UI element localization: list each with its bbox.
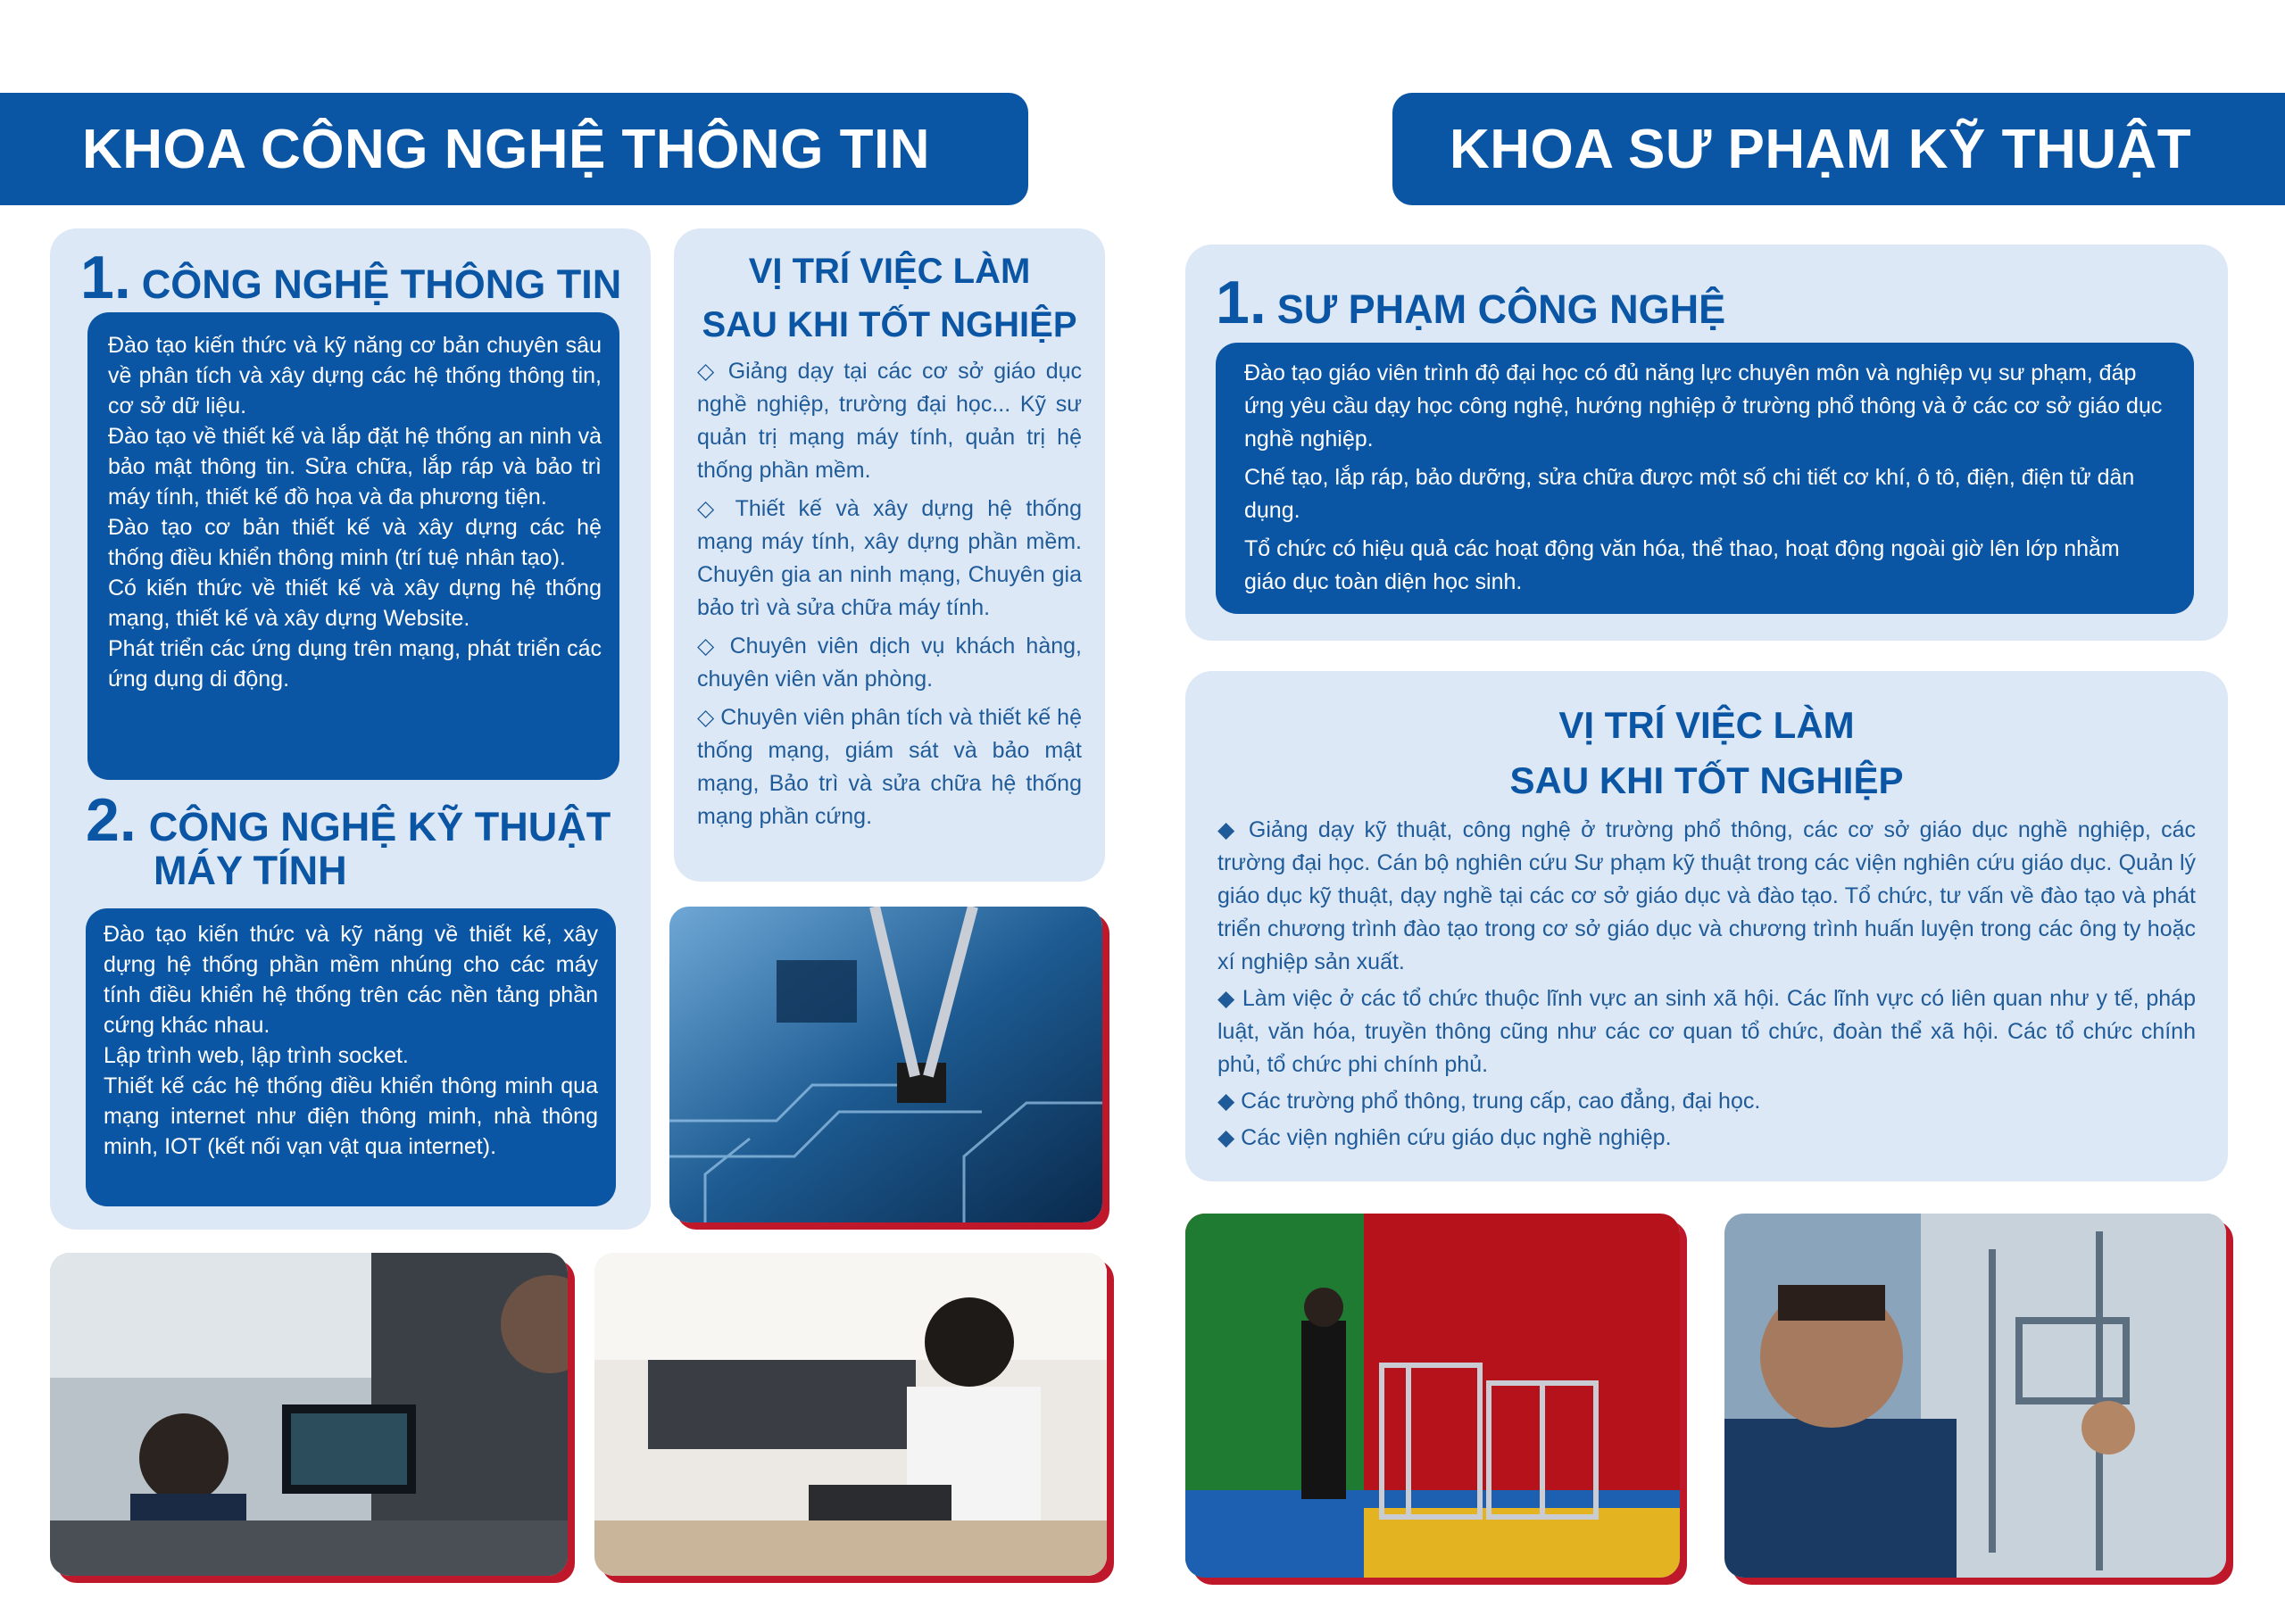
list-item: ◇ Chuyên viên dịch vụ khách hàng, chuyên viên văn phòng.	[697, 634, 1082, 692]
right-faculty-banner	[1392, 93, 2285, 205]
section-number: 1.	[1216, 269, 1267, 336]
list-item: ◇ Thiết kế và xây dựng hệ thống mạng máy tính, xây dựng phần mềm. Chuyên gia an ninh mạng, Chuyên gia bảo trì và sửa chữa máy tính.	[697, 496, 1082, 620]
left-section2-description	[86, 908, 616, 1206]
left-section1-heading	[80, 243, 652, 312]
circuit-board-photo	[669, 907, 1102, 1222]
description-paragraph: Phát triển các ứng dụng trên mạng, phát triển các ứng dụng di động.	[108, 636, 602, 692]
list-item: ◆ Các trường phổ thông, trung cấp, cao đẳng, đại học.	[1217, 1089, 1761, 1114]
description-paragraph: Thiết kế các hệ thống điều khiển thông minh qua mạng internet như điện thông minh, nhà thông minh, IOT (kết nối vạn vật qua internet).	[104, 1073, 598, 1159]
right-jobs-panel	[1185, 671, 2228, 1181]
section-title: CÔNG NGHỆ THÔNG TIN	[141, 261, 622, 307]
section-number: 1.	[80, 244, 131, 311]
section-title-line2: MÁY TÍNH	[154, 848, 347, 893]
description-paragraph: Có kiến thức về thiết kế và xây dựng hệ thống mạng, thiết kế và xây dựng Website.	[108, 576, 602, 631]
technician-machinery-photo	[1724, 1214, 2226, 1578]
left-faculty-title: KHOA CÔNG NGHỆ THÔNG TIN	[82, 118, 931, 180]
description-paragraph: Chế tạo, lắp ráp, bảo dưỡng, sửa chữa được một số chi tiết cơ khí, ô tô, điện, điện tử dân dụng.	[1244, 465, 2135, 523]
left-jobs-panel	[674, 228, 1105, 882]
section-number: 2.	[86, 786, 137, 854]
list-item: ◆ Giảng dạy kỹ thuật, công nghệ ở trường phổ thông, các cơ sở giáo dục nghề nghiệp, các trường đại học. Cán bộ nghiên cứu Sư phạm kỹ thuật trong các viện nghiên cứu giáo dục. Quản lý giáo dục kỹ thuật, dạy nghề tại các cơ sở giáo dục và đào tạo. Tổ chức, tư vấn về đào tạo và phát triển chương trình đào tạo trong cơ sở giáo dục và chương trình huấn luyện trong các ông ty hoặc xí nghiệp sản xuất.	[1217, 817, 2196, 974]
section-title-line1: CÔNG NGHỆ KỸ THUẬT	[148, 804, 611, 849]
right-section1-description	[1216, 343, 2194, 614]
description-paragraph: Đào tạo kiến thức và kỹ năng cơ bản chuyên sâu về phân tích và xây dựng các hệ thống thông tin, cơ sở dữ liệu.	[108, 333, 602, 418]
left-faculty-banner	[0, 93, 1028, 205]
description-paragraph: Đào tạo về thiết kế và lắp đặt hệ thống an ninh và bảo mật thông tin. Sửa chữa, lắp ráp và bảo trì máy tính, thiết kế đồ họa và đa phương tiện.	[108, 424, 602, 510]
description-paragraph: Đào tạo kiến thức và kỹ năng về thiết kế, xây dựng hệ thống phần mềm nhúng cho các máy tính điều khiển hệ thống trên các nền tảng phần cứng khác nhau.	[104, 922, 598, 1038]
jobs-title-line1: VỊ TRÍ VIỆC LÀM	[748, 252, 1031, 291]
description-paragraph: Đào tạo cơ bản thiết kế và xây dựng các hệ thống điều khiển thông minh (trí tuệ nhân tạo).	[108, 515, 602, 570]
robotics-competition-photo	[1185, 1214, 1680, 1578]
right-section1-heading	[1216, 268, 2198, 337]
left-section1-description	[87, 312, 619, 780]
jobs-list	[697, 355, 1082, 833]
jobs-title-line2: SAU KHI TỐT NGHIỆP	[702, 305, 1077, 344]
jobs-list	[1217, 814, 2196, 1155]
list-item: ◆ Các viện nghiên cứu giáo dục nghề nghiệp.	[1217, 1125, 1672, 1150]
jobs-title-line1: VỊ TRÍ VIỆC LÀM	[1558, 704, 1855, 746]
section-title: SƯ PHẠM CÔNG NGHỆ	[1276, 286, 1726, 332]
left-section2-heading	[86, 785, 639, 894]
list-item: ◇ Giảng dạy tại các cơ sở giáo dục nghề nghiệp, trường đại học... Kỹ sư quản trị mạng máy tính, quản trị hệ thống phần mềm.	[697, 359, 1082, 483]
students-typing-photo	[594, 1253, 1107, 1576]
description-paragraph: Đào tạo giáo viên trình độ đại học có đủ năng lực chuyên môn và nghiệp vụ sư phạm, đáp ứng yêu cầu dạy học công nghệ, hướng nghiệp ở trường phổ thông và ở các cơ sở giáo dục nghề nghiệp.	[1244, 360, 2163, 452]
description-paragraph: Lập trình web, lập trình socket.	[104, 1043, 409, 1068]
list-item: ◆ Làm việc ở các tổ chức thuộc lĩnh vực an sinh xã hội. Các lĩnh vực có liên quan như y tế, pháp luật, văn hóa, truyền thông cũng như các cơ quan tổ chức, đoàn thể xã hội. Các tổ chức chính phủ, tổ chức phi chính phủ.	[1217, 986, 2196, 1077]
students-computer-lab-photo	[50, 1253, 568, 1576]
description-paragraph: Tổ chức có hiệu quả các hoạt động văn hóa, thể thao, hoạt động ngoài giờ lên lớp nhằm giáo dục toàn diện học sinh.	[1244, 536, 2120, 594]
list-item: ◇ Chuyên viên phân tích và thiết kế hệ thống mạng, giám sát và bảo mật mạng, Bảo trì và sửa chữa hệ thống mạng phần cứng.	[697, 705, 1082, 829]
jobs-title-line2: SAU KHI TỐT NGHIỆP	[1509, 759, 1904, 801]
right-faculty-title: KHOA SƯ PHẠM KỸ THUẬT	[1450, 118, 2192, 180]
